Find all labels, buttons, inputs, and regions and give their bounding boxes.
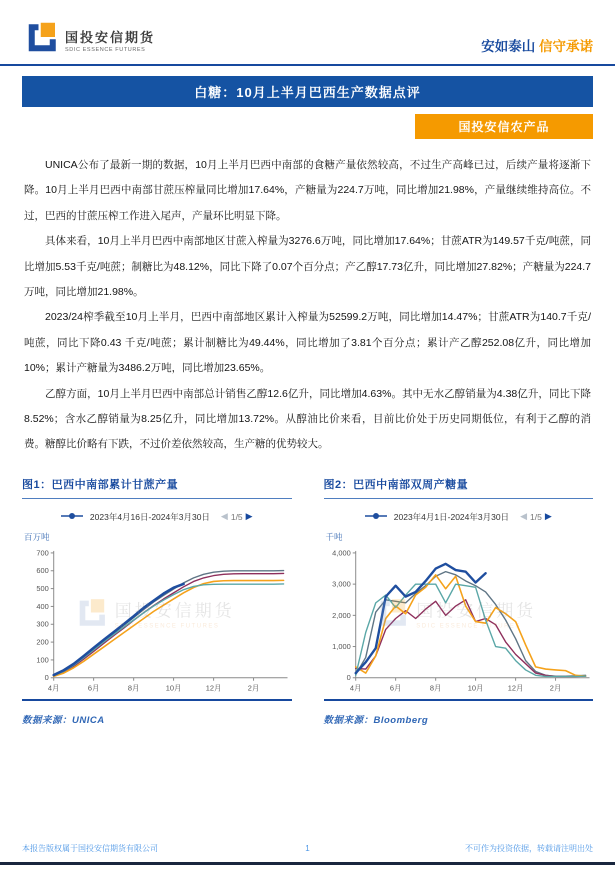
svg-text:700: 700: [36, 548, 49, 558]
category-badge: [415, 114, 593, 139]
pager-prev-icon[interactable]: ◀: [220, 511, 228, 522]
figure-2-legend-label: 2023年4月1日-2024年3月30日: [393, 511, 510, 522]
svg-text:1,000: 1,000: [331, 641, 351, 651]
svg-text:12月: 12月: [205, 683, 222, 693]
report-title-banner: [22, 76, 593, 107]
figure-1-source-row: [22, 699, 292, 728]
svg-text:6月: 6月: [389, 683, 401, 693]
svg-text:400: 400: [36, 601, 49, 611]
svg-text:500: 500: [36, 583, 49, 593]
svg-text:300: 300: [36, 619, 49, 629]
figure-1-pager-label: 1/5: [230, 511, 243, 522]
header-divider: [0, 64, 615, 66]
svg-text:4月: 4月: [47, 683, 60, 693]
paragraph-1: UNICA公布了最新一期的数据，10月上半月巴西中南部的食糖产量依然较高，不过生产高峰已过，后续产量将逐渐下降。10月上半月巴西中南部甘蔗压榨量同比增加17.64%，产糖量为224.7万吨，同比增加21.98%，产量继续维持高位。不过，巴西的甘蔗压榨工作进入尾声，产量环比明显下降。: [24, 159, 591, 222]
watermark-text-cn: 国投安信期货: [114, 601, 235, 621]
watermark-text-cn: 国投安信期货: [416, 601, 537, 621]
paragraph-4: 乙醇方面，10月上半月巴西中南部总计销售乙醇12.6亿升，同比增加4.63%。其中无水乙醇销量为4.38亿升，同比下降8.52%；含水乙醇销量为8.25亿升，同比增加13.72%。从醇油比价来看，目前比价处于历史同期低位，有利于乙醇的消费。糖醇比价略有下跌，不过价差依然较高，生产糖的优势较大。: [24, 387, 591, 451]
category-badge-label: 国投安信农产品: [458, 120, 550, 134]
svg-text:200: 200: [36, 637, 49, 647]
footer-disclaimer: 不可作为投资依据，转载请注明出处: [465, 844, 593, 853]
svg-text:0: 0: [346, 673, 351, 683]
svg-text:10月: 10月: [165, 683, 182, 693]
svg-text:600: 600: [36, 566, 49, 576]
figure-1-legend-label: 2023年4月16日-2024年3月30日: [89, 511, 210, 522]
report-body: [24, 153, 591, 458]
figure-1-plot: [22, 545, 292, 696]
footer-copyright: 本报告版权属于国投安信期货有限公司: [22, 844, 158, 853]
figure-2-pager: [520, 511, 552, 522]
report-title: 白糖：10月上半月巴西生产数据点评: [194, 85, 421, 100]
svg-text:8月: 8月: [429, 683, 441, 693]
paragraph-2: 具体来看，10月上半月巴西中南部地区甘蔗入榨量为3276.6万吨，同比增加17.64%；甘蔗ATR为149.57千克/吨蔗，同比增加5.53千克/吨蔗；制糖比为48.12%，同比下降了0.07个百分点；产乙醇17.73亿升，同比增加27.82%；产糖量为224.7万吨，同比增加21.98%。: [24, 235, 591, 299]
figure-1-y-unit: 百万吨: [24, 531, 50, 542]
svg-text:4月: 4月: [349, 683, 361, 693]
figure-1-chart: [22, 545, 292, 696]
company-name-en: SDIC ESSENCE FUTURES: [65, 46, 146, 53]
figure-1: [22, 476, 292, 729]
company-slogan: [481, 35, 593, 57]
figure-1-pager: [221, 511, 253, 522]
company-logo-icon: [28, 22, 58, 57]
figure-2-legend: [324, 511, 594, 523]
figure-2-source-row: [324, 699, 594, 728]
svg-text:3,000: 3,000: [331, 579, 351, 589]
svg-text:8月: 8月: [127, 683, 140, 693]
svg-text:4,000: 4,000: [331, 548, 351, 558]
slogan-part-orange: 信守承诺: [539, 39, 593, 54]
figure-1-title: 图1：巴西中南部累计甘蔗产量: [22, 476, 292, 499]
pager-next-icon[interactable]: ▶: [544, 511, 552, 522]
svg-text:100: 100: [36, 655, 49, 665]
pager-next-icon[interactable]: ▶: [245, 511, 253, 522]
figure-2-plot: [324, 545, 594, 696]
figure-2-source: 数据来源：Bloomberg: [323, 715, 429, 727]
svg-text:2月: 2月: [549, 683, 561, 693]
footer-page-number: 1: [305, 844, 310, 853]
figure-2: [324, 476, 594, 729]
legend-line-marker-icon: [365, 512, 387, 522]
figure-2-pager-label: 1/5: [529, 511, 542, 522]
figure-2-title: 图2：巴西中南部双周产糖量: [324, 476, 594, 499]
watermark-text-en: SDIC ESSENCE FUTURES: [416, 623, 521, 630]
svg-text:2月: 2月: [247, 683, 260, 693]
pager-prev-icon[interactable]: ◀: [520, 511, 527, 522]
page-footer: [22, 843, 593, 854]
figures-row: [22, 476, 593, 729]
svg-text:0: 0: [44, 673, 49, 683]
figure-1-legend: [22, 511, 292, 523]
figure-2-y-unit: 千吨: [325, 531, 343, 542]
figure-2-chart: [324, 545, 594, 696]
svg-text:2,000: 2,000: [331, 610, 351, 620]
company-name-cn: 国投安信期货: [65, 29, 156, 45]
slogan-part-blue: 安如泰山: [481, 39, 536, 54]
watermark-text-en: SDIC ESSENCE FUTURES: [114, 623, 220, 630]
company-brand: [28, 22, 155, 57]
paragraph-3: 2023/24榨季截至10月上半月，巴西中南部地区累计入榨量为52599.2万吨，同比增加14.47%；甘蔗ATR为140.7千克/吨蔗，同比下降0.43 千克/吨蔗；累计制糖比为49.44%，同比增加了3.81个百分点；累计产乙醇252.08亿升，同比增加10%；累计产糖量为3486.2万吨，同比增加23.65%。: [24, 311, 591, 375]
legend-line-marker-icon: [61, 512, 83, 522]
svg-text:10月: 10月: [467, 683, 483, 693]
svg-text:12月: 12月: [507, 683, 523, 693]
page-header: [0, 0, 615, 57]
footer-bottom-bar: [0, 862, 615, 865]
figure-1-source: 数据来源：UNICA: [22, 715, 105, 727]
svg-text:6月: 6月: [87, 683, 100, 693]
